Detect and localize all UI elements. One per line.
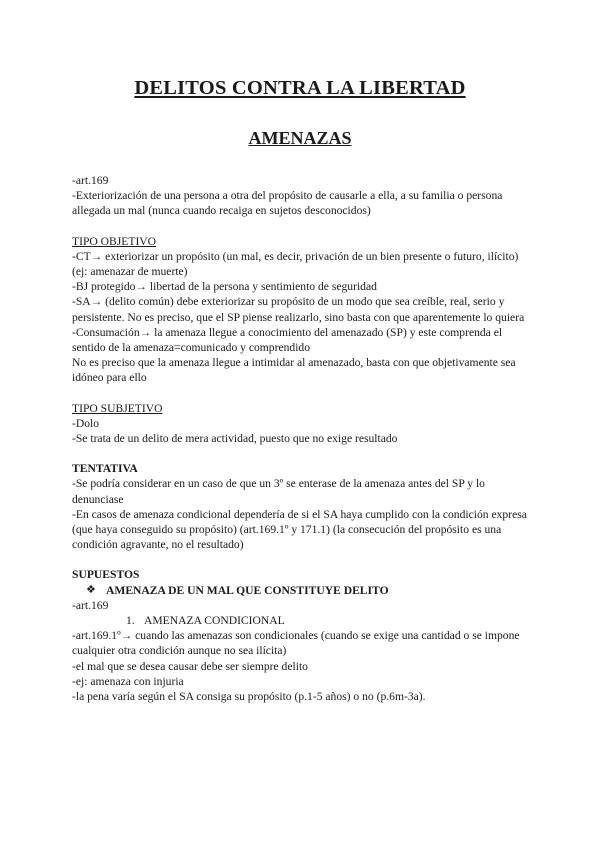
tipo-subjetivo-heading: TIPO SUBJETIVO <box>72 401 163 415</box>
tipo-subjetivo-line: -Se trata de un delito de mera actividad, puesto que no exige resultado <box>72 432 398 446</box>
tentativa-heading: TENTATIVA <box>72 462 138 476</box>
tentativa-line: -En casos de amenaza condicional dependería de si el SA haya cumplido con la condición expresa (que haya conseguido su propósito) (art.169.1º y 171.1) (la consecución del propósito es una condición agravante, no el resultado) <box>72 507 527 552</box>
spacer <box>72 219 532 234</box>
bullet-subtext: -art.169 <box>72 598 109 612</box>
definition-text: -Exteriorización de una persona a otra del propósito de causarle a ella, a su familia o persona allegada un mal (nunca cuando recaiga en sujetos desconocidos) <box>72 189 503 218</box>
spacer <box>72 386 532 401</box>
numbered-item <box>126 613 532 628</box>
numbered-label: 1. <box>126 614 135 628</box>
numbered-detail-line: -ej: amenaza con injuria <box>72 674 184 688</box>
tipo-objetivo-line: -SA→ (delito común) debe exteriorizar su propósito de un modo que sea creíble, real, serio y persistente. No es preciso, que el SP piense realizarlo, sino basta con que aparentemente lo quiera <box>72 295 525 324</box>
diamond-bullet-icon: ❖ <box>86 583 96 596</box>
tipo-subjetivo-line: -Dolo <box>72 416 100 430</box>
spacer <box>72 552 532 567</box>
numbered-detail-line: -el mal que se desea causar debe ser siempre delito <box>72 659 308 673</box>
numbered-detail-line: -art.169.1º→ cuando las amenazas son condicionales (cuando se exige una cantidad o se impone cualquier otra condición aunque no sea ilícita) <box>72 629 520 658</box>
bullet-text: AMENAZA DE UN MAL QUE CONSTITUYE DELITO <box>106 583 389 597</box>
tipo-objetivo-line: No es preciso que la amenaza llegue a intimidar al amenazado, basta con que objetivamente sea idóneo para ello <box>72 356 516 385</box>
numbered-detail-line: -la pena varía según el SA consiga su propósito (p.1-5 años) o no (p.6m-3a). <box>72 690 426 704</box>
tipo-objetivo-heading: TIPO OBJETIVO <box>72 234 157 248</box>
tipo-objetivo-line: -BJ protegido→ libertad de la persona y sentimiento de seguridad <box>72 280 377 294</box>
supuestos-heading: SUPUESTOS <box>72 568 140 582</box>
article-reference: -art.169 <box>72 174 109 187</box>
numbered-text: AMENAZA CONDICIONAL <box>144 614 285 628</box>
tipo-objetivo-line: -CT→ exteriorizar un propósito (un mal, es decir, privación de un bien presente o futuro, ilícito) (ej: amenazar de muerte) <box>72 249 519 279</box>
tipo-objetivo-line: -Consumación→ la amenaza llegue a conocimiento del amenazado (SP) y este comprenda el sentido de la amenaza=comunicado y comprendido <box>72 325 503 355</box>
section-title: AMENAZAS <box>248 128 352 148</box>
bullet-item <box>86 583 532 598</box>
document-body <box>72 173 532 704</box>
document-title: DELITOS CONTRA LA LIBERTAD <box>134 77 466 99</box>
tentativa-line: -Se podría considerar en un caso de que un 3º se enterase de la amenaza antes del SP y lo denunciase <box>72 477 485 506</box>
spacer <box>72 446 532 461</box>
